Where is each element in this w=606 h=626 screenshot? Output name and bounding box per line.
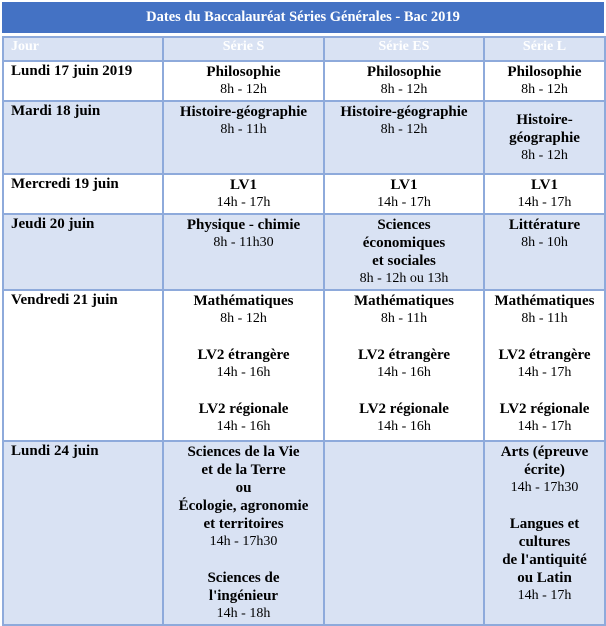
day-cell: Lundi 17 juin 2019 — [3, 61, 163, 101]
col-header-serie-es: Série ES — [324, 37, 484, 61]
bac-schedule-table — [2, 36, 606, 626]
subject-time-line: 14h - 17h — [377, 195, 431, 210]
subject-name-line: Histoire- — [516, 111, 573, 128]
subject-name-line: Littérature — [508, 217, 581, 233]
subject-cell — [163, 290, 324, 441]
schedule-row — [3, 174, 605, 214]
subject-time-line: 8h - 12h — [380, 122, 428, 137]
subject-time-line: 14h - 17h — [517, 419, 572, 434]
col-header-serie-l: Série L — [484, 37, 605, 61]
subject-name-line: Histoire-géographie — [179, 104, 308, 120]
subject-name-line: ou Latin — [517, 570, 572, 586]
day-cell: Lundi 24 juin — [3, 441, 163, 625]
spacer-line — [489, 328, 600, 346]
subject-cell — [324, 101, 484, 174]
schedule-table-body — [3, 61, 605, 625]
spacer-line — [168, 328, 319, 346]
subject-name-line: Philosophie — [507, 64, 582, 80]
subject-time-line: 8h - 11h30 — [213, 235, 274, 250]
subject-time-line: 8h - 10h — [521, 235, 568, 250]
schedule-row — [3, 441, 605, 625]
subject-cell — [484, 174, 605, 214]
subject-time-line: 8h - 12h — [380, 82, 428, 97]
subject-name-line: Arts (épreuve — [500, 444, 589, 460]
subject-name-line: cultures — [518, 534, 571, 550]
subject-name-line: économiques — [362, 235, 446, 251]
subject-time-line: 8h - 12h — [521, 82, 568, 97]
subject-name-line: Mathématiques — [193, 293, 294, 309]
subject-cell — [324, 441, 484, 625]
subject-time-line: 14h - 16h — [216, 419, 271, 434]
subject-name-line: LV2 régionale — [198, 401, 289, 417]
subject-name-line: LV1 — [230, 177, 257, 193]
subject-time-line: 8h - 12h — [220, 311, 267, 326]
subject-name-line: Histoire-géographie — [340, 104, 468, 120]
spacer-line — [329, 382, 479, 400]
subject-name-line: LV2 régionale — [359, 401, 449, 417]
subject-cell — [324, 174, 484, 214]
subject-name-line: LV1 — [531, 177, 558, 193]
subject-cell — [163, 214, 324, 290]
subject-name-line: Mathématiques — [494, 293, 595, 309]
table-title: Dates du Baccalauréat Séries Générales - Bac 2019 — [2, 2, 604, 33]
subject-cell — [163, 61, 324, 101]
subject-name-line: Philosophie — [366, 64, 442, 80]
subject-name-line: LV2 régionale — [499, 401, 590, 417]
subject-name-line: Langues et — [509, 516, 580, 532]
subject-time-line: 14h - 17h30 — [510, 480, 579, 495]
subject-time-line: 14h - 17h30 — [209, 534, 278, 549]
spacer-line — [489, 497, 600, 515]
day-cell: Jeudi 20 juin — [3, 214, 163, 290]
subject-name-line: l'ingénieur — [208, 588, 279, 604]
subject-cell — [324, 214, 484, 290]
subject-time-line: 14h - 17h — [517, 588, 572, 603]
spacer-line — [168, 551, 319, 569]
subject-time-line: 8h - 12h ou 13h — [359, 271, 449, 286]
schedule-row — [3, 61, 605, 101]
day-cell: Mardi 18 juin — [3, 101, 163, 174]
spacer-line — [489, 382, 600, 400]
subject-name-line: écrite) — [524, 462, 565, 478]
subject-time-line: 8h - 11h — [380, 311, 428, 326]
subject-cell — [484, 101, 605, 174]
subject-time-line: 8h - 12h — [521, 147, 568, 163]
subject-time-line: 8h - 11h — [220, 122, 267, 137]
header-row — [3, 37, 605, 61]
spacer-line — [168, 382, 319, 400]
subject-name-line: et sociales — [372, 253, 436, 269]
schedule-row — [3, 290, 605, 441]
subject-cell — [163, 101, 324, 174]
subject-name-line: et territoires — [203, 516, 284, 532]
subject-time-line: 14h - 17h — [216, 195, 271, 210]
subject-name-line: LV2 étrangère — [498, 347, 591, 363]
subject-cell — [324, 61, 484, 101]
subject-time-line: 14h - 16h — [216, 365, 271, 380]
spacer-line — [329, 328, 479, 346]
subject-name-line: Sciences de — [207, 570, 280, 586]
day-cell: Vendredi 21 juin — [3, 290, 163, 441]
subject-time-line: 8h - 11h — [521, 311, 568, 326]
subject-name-line: Sciences — [377, 217, 431, 233]
subject-name-line: ou — [235, 480, 252, 496]
subject-name-line: et de la Terre — [201, 462, 286, 478]
subject-name-line: géographie — [509, 129, 580, 146]
subject-time-line: 14h - 17h — [517, 195, 572, 210]
subject-name-line: de l'antiquité — [502, 552, 587, 568]
schedule-row — [3, 214, 605, 290]
subject-time-line: 14h - 18h — [216, 606, 271, 621]
subject-cell — [484, 290, 605, 441]
subject-time-line: 14h - 17h — [517, 365, 572, 380]
subject-name-line: Mathématiques — [354, 293, 454, 309]
subject-name-line: Philosophie — [206, 64, 281, 80]
schedule-row — [3, 101, 605, 174]
day-cell: Mercredi 19 juin — [3, 174, 163, 214]
subject-name-line: LV2 étrangère — [197, 347, 290, 363]
col-header-jour: Jour — [3, 37, 163, 61]
subject-cell — [484, 61, 605, 101]
subject-time-line: 14h - 16h — [377, 365, 431, 380]
subject-time-line: 8h - 12h — [220, 82, 267, 97]
subject-name-line: Écologie, agronomie — [178, 498, 309, 514]
col-header-serie-s: Série S — [163, 37, 324, 61]
subject-name-line: LV2 étrangère — [357, 347, 451, 363]
subject-cell — [163, 441, 324, 625]
subject-time-line: 14h - 16h — [377, 419, 431, 434]
subject-name-line: Sciences de la Vie — [187, 444, 300, 460]
subject-cell — [484, 441, 605, 625]
subject-name-line: Physique - chimie — [186, 217, 301, 233]
subject-cell — [324, 290, 484, 441]
subject-name-line: LV1 — [390, 177, 418, 193]
subject-cell — [484, 214, 605, 290]
subject-cell — [163, 174, 324, 214]
